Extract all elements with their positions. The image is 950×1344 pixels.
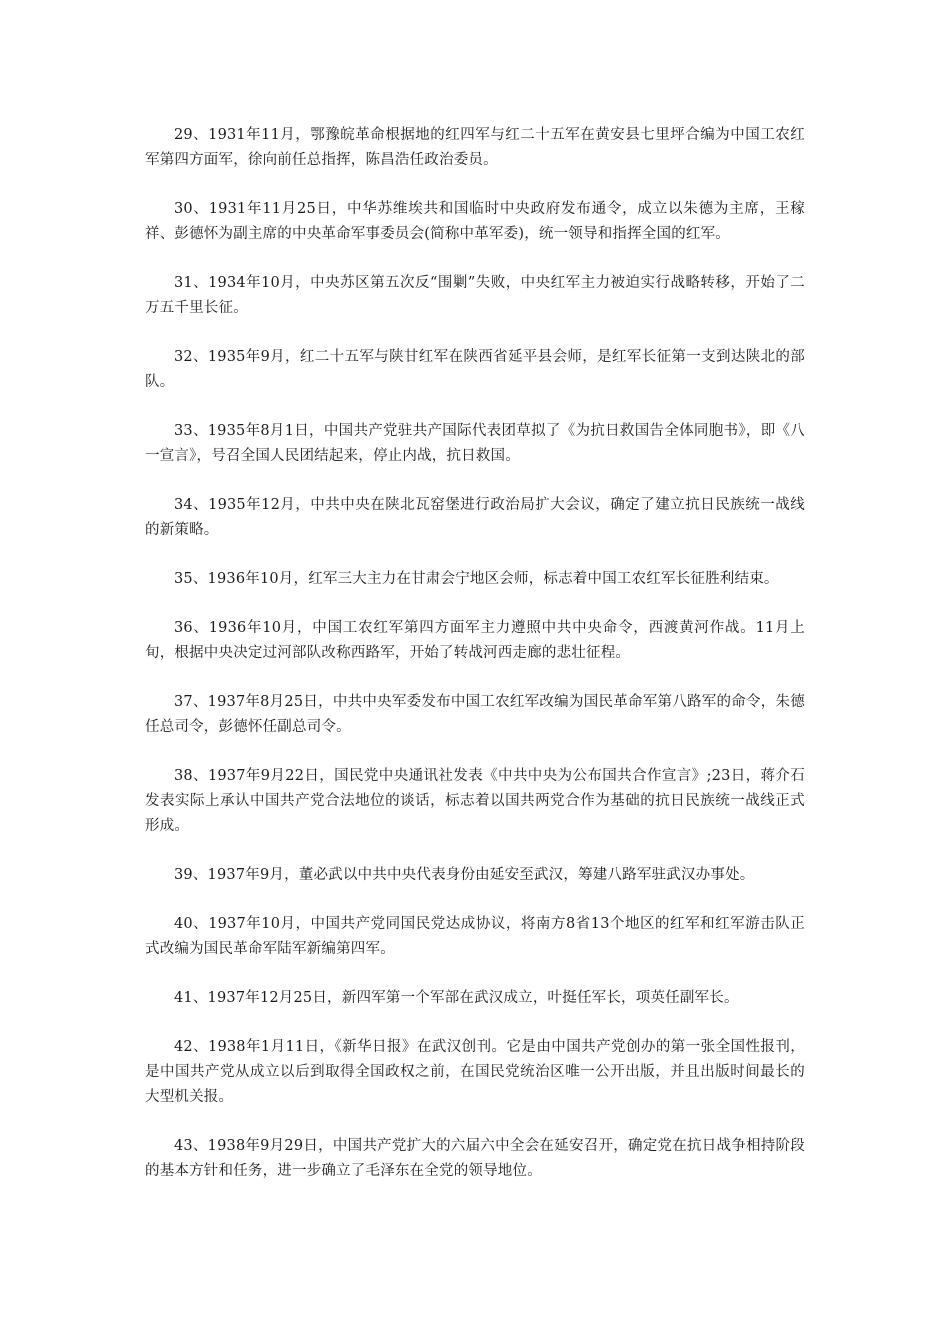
entry-34: 34、1935年12月，中共中央在陕北瓦窑堡进行政治局扩大会议，确定了建立抗日民族统一战线的新策略。 — [145, 497, 805, 538]
entry-42: 42、1938年1月11日，《新华日报》在武汉创刊。它是由中国共产党创办的第一张全国性报刊，是中国共产党从成立以后到取得全国政权之前，在国民党统治区唯一公开出版，并且出版时间最长的大型机关报。 — [145, 1039, 805, 1105]
entry-36: 36、1936年10月，中国工农红军第四方面军主力遵照中共中央命令，西渡黄河作战。11月上旬，根据中央决定过河部队改称西路军，开始了转战河西走廊的悲壮征程。 — [145, 620, 805, 661]
entry-32: 32、1935年9月，红二十五军与陕甘红军在陕西省延平县会师，是红军长征第一支到达陕北的部队。 — [145, 349, 805, 390]
entry-29: 29、1931年11月，鄂豫皖革命根据地的红四军与红二十五军在黄安县七里坪合编为中国工农红军第四方面军，徐向前任总指挥，陈昌浩任政治委员。 — [145, 127, 805, 168]
entry-30: 30、1931年11月25日，中华苏维埃共和国临时中央政府发布通令，成立以朱德为主席，王稼祥、彭德怀为副主席的中央革命军事委员会(简称中革军委)，统一领导和指挥全国的红军。 — [145, 201, 805, 242]
entry-33: 33、1935年8月1日，中国共产党驻共产国际代表团草拟了《为抗日救国告全体同胞书》，即《八一宣言》，号召全国人民团结起来，停止内战，抗日救国。 — [145, 423, 805, 464]
entry-35: 35、1936年10月，红军三大主力在甘肃会宁地区会师，标志着中国工农红军长征胜利结束。 — [174, 571, 779, 587]
entry-39: 39、1937年9月，董必武以中共中央代表身份由延安至武汉，筹建八路军驻武汉办事处。 — [174, 867, 755, 883]
entry-40: 40、1937年10月，中国共产党同国民党达成协议，将南方8省13个地区的红军和红军游击队正式改编为国民革命军陆军新编第四军。 — [145, 916, 805, 957]
entry-41: 41、1937年12月25日，新四军第一个军部在武汉成立，叶挺任军长，项英任副军长。 — [174, 990, 739, 1006]
entry-list — [145, 123, 805, 1208]
entry-38: 38、1937年9月22日，国民党中央通讯社发表《中共中央为公布国共合作宣言》;23日，蒋介石发表实际上承认中国共产党合法地位的谈话，标志着以国共两党合作为基础的抗日民族统一战线正式形成。 — [145, 768, 805, 834]
entry-31: 31、1934年10月，中央苏区第五次反“围剿”失败，中央红军主力被迫实行战略转移，开始了二万五千里长征。 — [145, 275, 805, 316]
entry-37: 37、1937年8月25日，中共中央军委发布中国工农红军改编为国民革命军第八路军的命令，朱德任总司令，彭德怀任副总司令。 — [145, 694, 805, 735]
entry-43: 43、1938年9月29日，中国共产党扩大的六届六中全会在延安召开，确定党在抗日战争相持阶段的基本方针和任务，进一步确立了毛泽东在全党的领导地位。 — [145, 1138, 805, 1179]
